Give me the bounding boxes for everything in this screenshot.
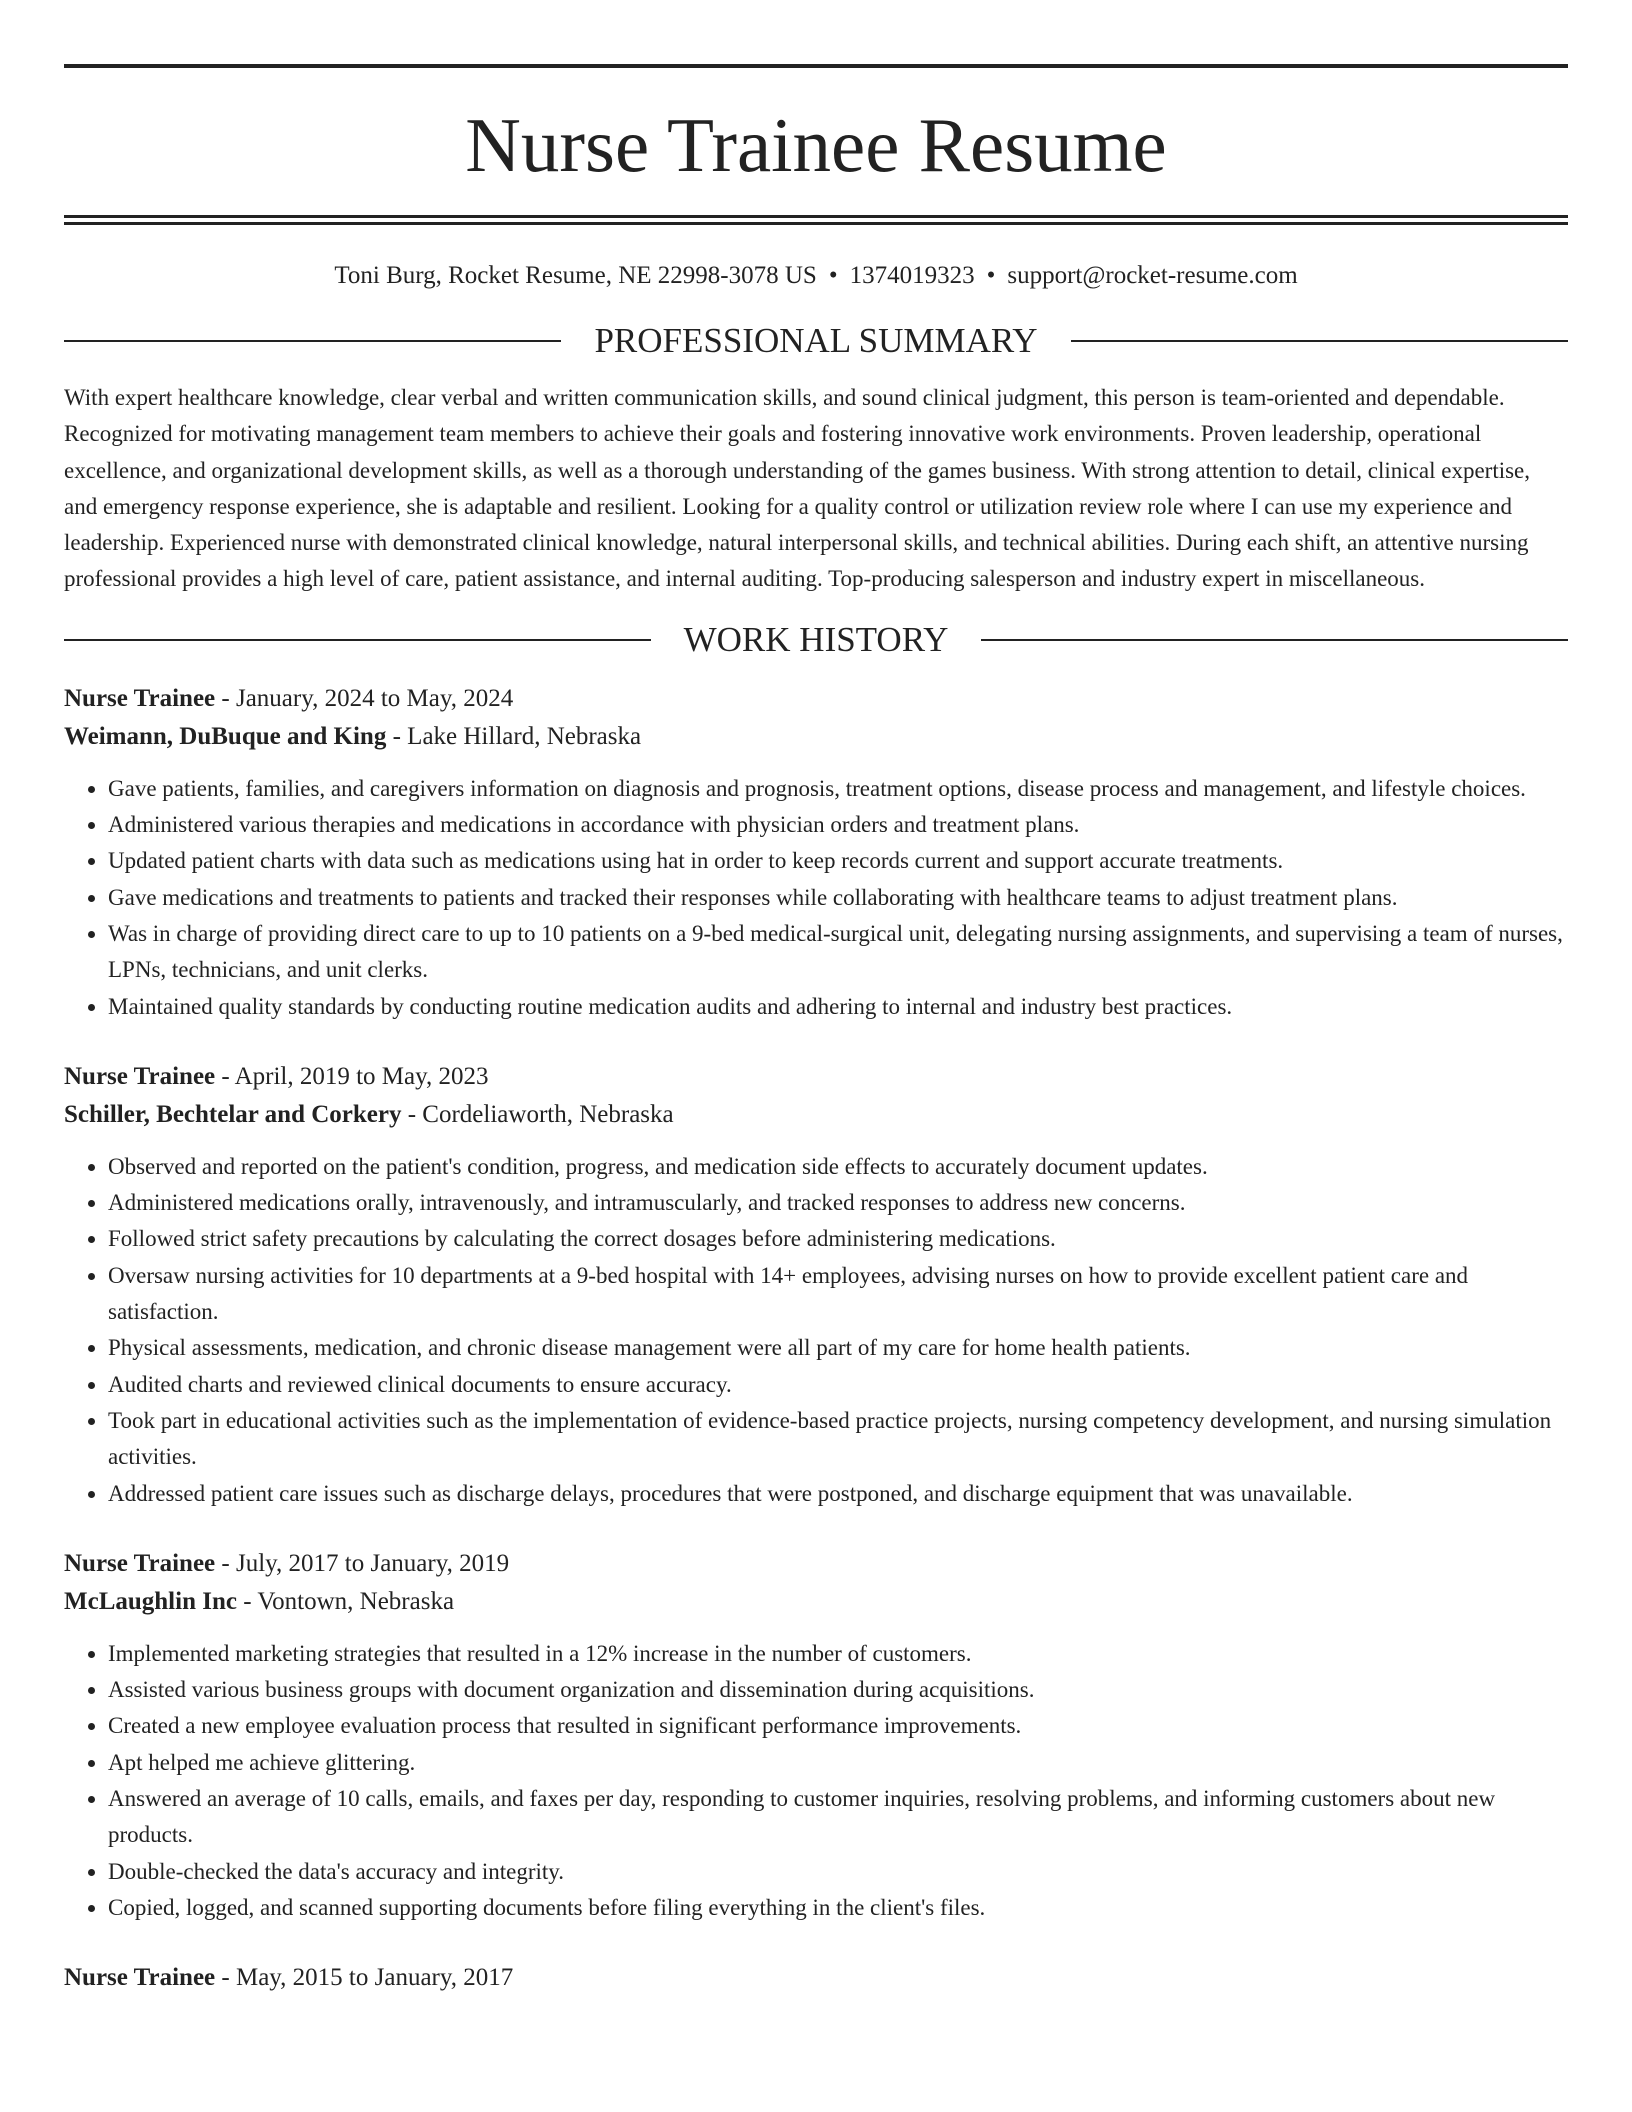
job-title: Nurse Trainee bbox=[64, 684, 216, 712]
job-title-line bbox=[64, 1959, 1568, 1997]
job-company-line bbox=[64, 1096, 1568, 1134]
job-company-line bbox=[64, 718, 1568, 756]
job-bullets bbox=[64, 1149, 1568, 1512]
job-bullet: • Addressed patient care issues such as discharge delays, procedures that were postponed, and discharge equipment that was unavailable. bbox=[108, 1476, 1568, 1512]
job-bullet: • Maintained quality standards by conducting routine medication audits and adhering to internal and industry best practices. bbox=[108, 989, 1568, 1025]
job-company: McLaughlin Inc bbox=[64, 1587, 237, 1615]
contact-line bbox=[64, 259, 1568, 293]
job-dates: - April, 2019 to May, 2023 bbox=[215, 1062, 489, 1090]
work-section-heading bbox=[64, 620, 1568, 660]
job-location: - Vontown, Nebraska bbox=[236, 1587, 455, 1615]
job-dates: - July, 2017 to January, 2019 bbox=[215, 1549, 510, 1577]
job-bullet: • Gave medications and treatments to patients and tracked their responses while collaborating with healthcare teams to adjust treatment plans. bbox=[108, 880, 1568, 916]
job-bullet: • Audited charts and reviewed clinical documents to ensure accuracy. bbox=[108, 1367, 1568, 1403]
job-title: Nurse Trainee bbox=[64, 1549, 216, 1577]
summary-section-heading bbox=[64, 321, 1568, 361]
job-bullets bbox=[64, 1636, 1568, 1926]
job-title: Nurse Trainee bbox=[64, 1964, 216, 1992]
summary-heading-label: PROFESSIONAL SUMMARY bbox=[594, 321, 1038, 360]
job-entry bbox=[64, 680, 1568, 1025]
job-entry bbox=[64, 1545, 1568, 1926]
job-bullet: • Followed strict safety precautions by calculating the correct dosages before administering medications. bbox=[108, 1221, 1568, 1257]
job-title-line bbox=[64, 1058, 1568, 1096]
job-company-line bbox=[64, 1583, 1568, 1621]
work-history-list bbox=[64, 680, 1568, 1997]
job-bullet: • Gave patients, families, and caregivers information on diagnosis and prognosis, treatment options, disease process and management, and lifestyle choices. bbox=[108, 771, 1568, 807]
heading-rule-left bbox=[64, 639, 651, 641]
job-company: Schiller, Bechtelar and Corkery bbox=[64, 1100, 402, 1128]
job-bullet: • Observed and reported on the patient's condition, progress, and medication side effects to accurately document updates. bbox=[108, 1149, 1568, 1185]
contact-email: support@rocket-resume.com bbox=[1007, 262, 1298, 289]
contact-separator: • bbox=[986, 262, 996, 289]
job-bullet: • Physical assessments, medication, and chronic disease management were all part of my care for home health patients. bbox=[108, 1330, 1568, 1366]
resume-page bbox=[64, 64, 1568, 1997]
contact-address: Toni Burg, Rocket Resume, NE 22998-3078 US bbox=[334, 262, 817, 289]
job-dates: - May, 2015 to January, 2017 bbox=[215, 1964, 514, 1992]
heading-rule-left bbox=[64, 340, 561, 342]
job-bullet: • Oversaw nursing activities for 10 departments at a 9-bed hospital with 14+ employees, advising nurses on how to provide excellent patient care and satisfaction. bbox=[108, 1258, 1568, 1331]
job-dates: - January, 2024 to May, 2024 bbox=[215, 684, 514, 712]
job-bullet: • Administered various therapies and medications in accordance with physician orders and treatment plans. bbox=[108, 807, 1568, 843]
contact-separator: • bbox=[828, 262, 838, 289]
job-bullet: • Took part in educational activities such as the implementation of evidence-based practice projects, nursing competency development, and nursing simulation activities. bbox=[108, 1403, 1568, 1476]
page-title: Nurse Trainee Resume bbox=[465, 102, 1167, 188]
job-entry bbox=[64, 1058, 1568, 1512]
job-bullet: • Created a new employee evaluation process that resulted in significant performance improvements. bbox=[108, 1708, 1568, 1744]
job-bullet: • Administered medications orally, intravenously, and intramuscularly, and tracked responses to address new concerns. bbox=[108, 1185, 1568, 1221]
job-bullets bbox=[64, 771, 1568, 1025]
job-entry bbox=[64, 1959, 1568, 1997]
job-location: - Lake Hillard, Nebraska bbox=[386, 722, 642, 750]
job-location: - Cordeliaworth, Nebraska bbox=[401, 1100, 674, 1128]
job-bullet: • Assisted various business groups with document organization and dissemination during acquisitions. bbox=[108, 1672, 1568, 1708]
job-title: Nurse Trainee bbox=[64, 1062, 216, 1090]
work-heading-label: WORK HISTORY bbox=[683, 619, 949, 659]
title-double-rule bbox=[64, 215, 1568, 225]
top-rule bbox=[64, 64, 1568, 68]
job-bullet: • Updated patient charts with data such as medications using hat in order to keep records current and support accurate treatments. bbox=[108, 843, 1568, 879]
heading-rule-right bbox=[981, 639, 1568, 641]
heading-rule-right bbox=[1071, 340, 1568, 342]
job-bullet: • Double-checked the data's accuracy and integrity. bbox=[108, 1854, 1568, 1890]
job-company: Weimann, DuBuque and King bbox=[64, 722, 387, 750]
job-bullet: • Implemented marketing strategies that resulted in a 12% increase in the number of customers. bbox=[108, 1636, 1568, 1672]
contact-phone: 1374019323 bbox=[849, 262, 975, 289]
job-bullet: • Copied, logged, and scanned supporting documents before filing everything in the client's files. bbox=[108, 1890, 1568, 1926]
job-title-line bbox=[64, 1545, 1568, 1583]
job-title-line bbox=[64, 680, 1568, 718]
professional-summary: With expert healthcare knowledge, clear verbal and written communication skills, and sound clinical judgment, this person is team-oriented and dependable. Recognized for motivating management team members to achieve their goals and fostering innovative work environments. Proven leadership, operational excellence, and organizational development skills, as well as a thorough understanding of the games business. With strong attention to detail, clinical expertise, and emergency response experience, she is adaptable and resilient. Looking for a quality control or utilization review role where I can use my experience and leadership. Experienced nurse with demonstrated clinical knowledge, natural interpersonal skills, and technical abilities. During each shift, an attentive nursing professional provides a high level of care, patient assistance, and internal auditing. Top-producing salesperson and industry expert in miscellaneous. bbox=[64, 385, 1531, 592]
job-bullet: • Was in charge of providing direct care to up to 10 patients on a 9-bed medical-surgical unit, delegating nursing assignments, and supervising a team of nurses, LPNs, technicians, and unit clerks. bbox=[108, 916, 1568, 989]
job-bullet: • Apt helped me achieve glittering. bbox=[108, 1745, 1568, 1781]
job-bullet: • Answered an average of 10 calls, emails, and faxes per day, responding to customer inquiries, resolving problems, and informing customers about new products. bbox=[108, 1781, 1568, 1854]
